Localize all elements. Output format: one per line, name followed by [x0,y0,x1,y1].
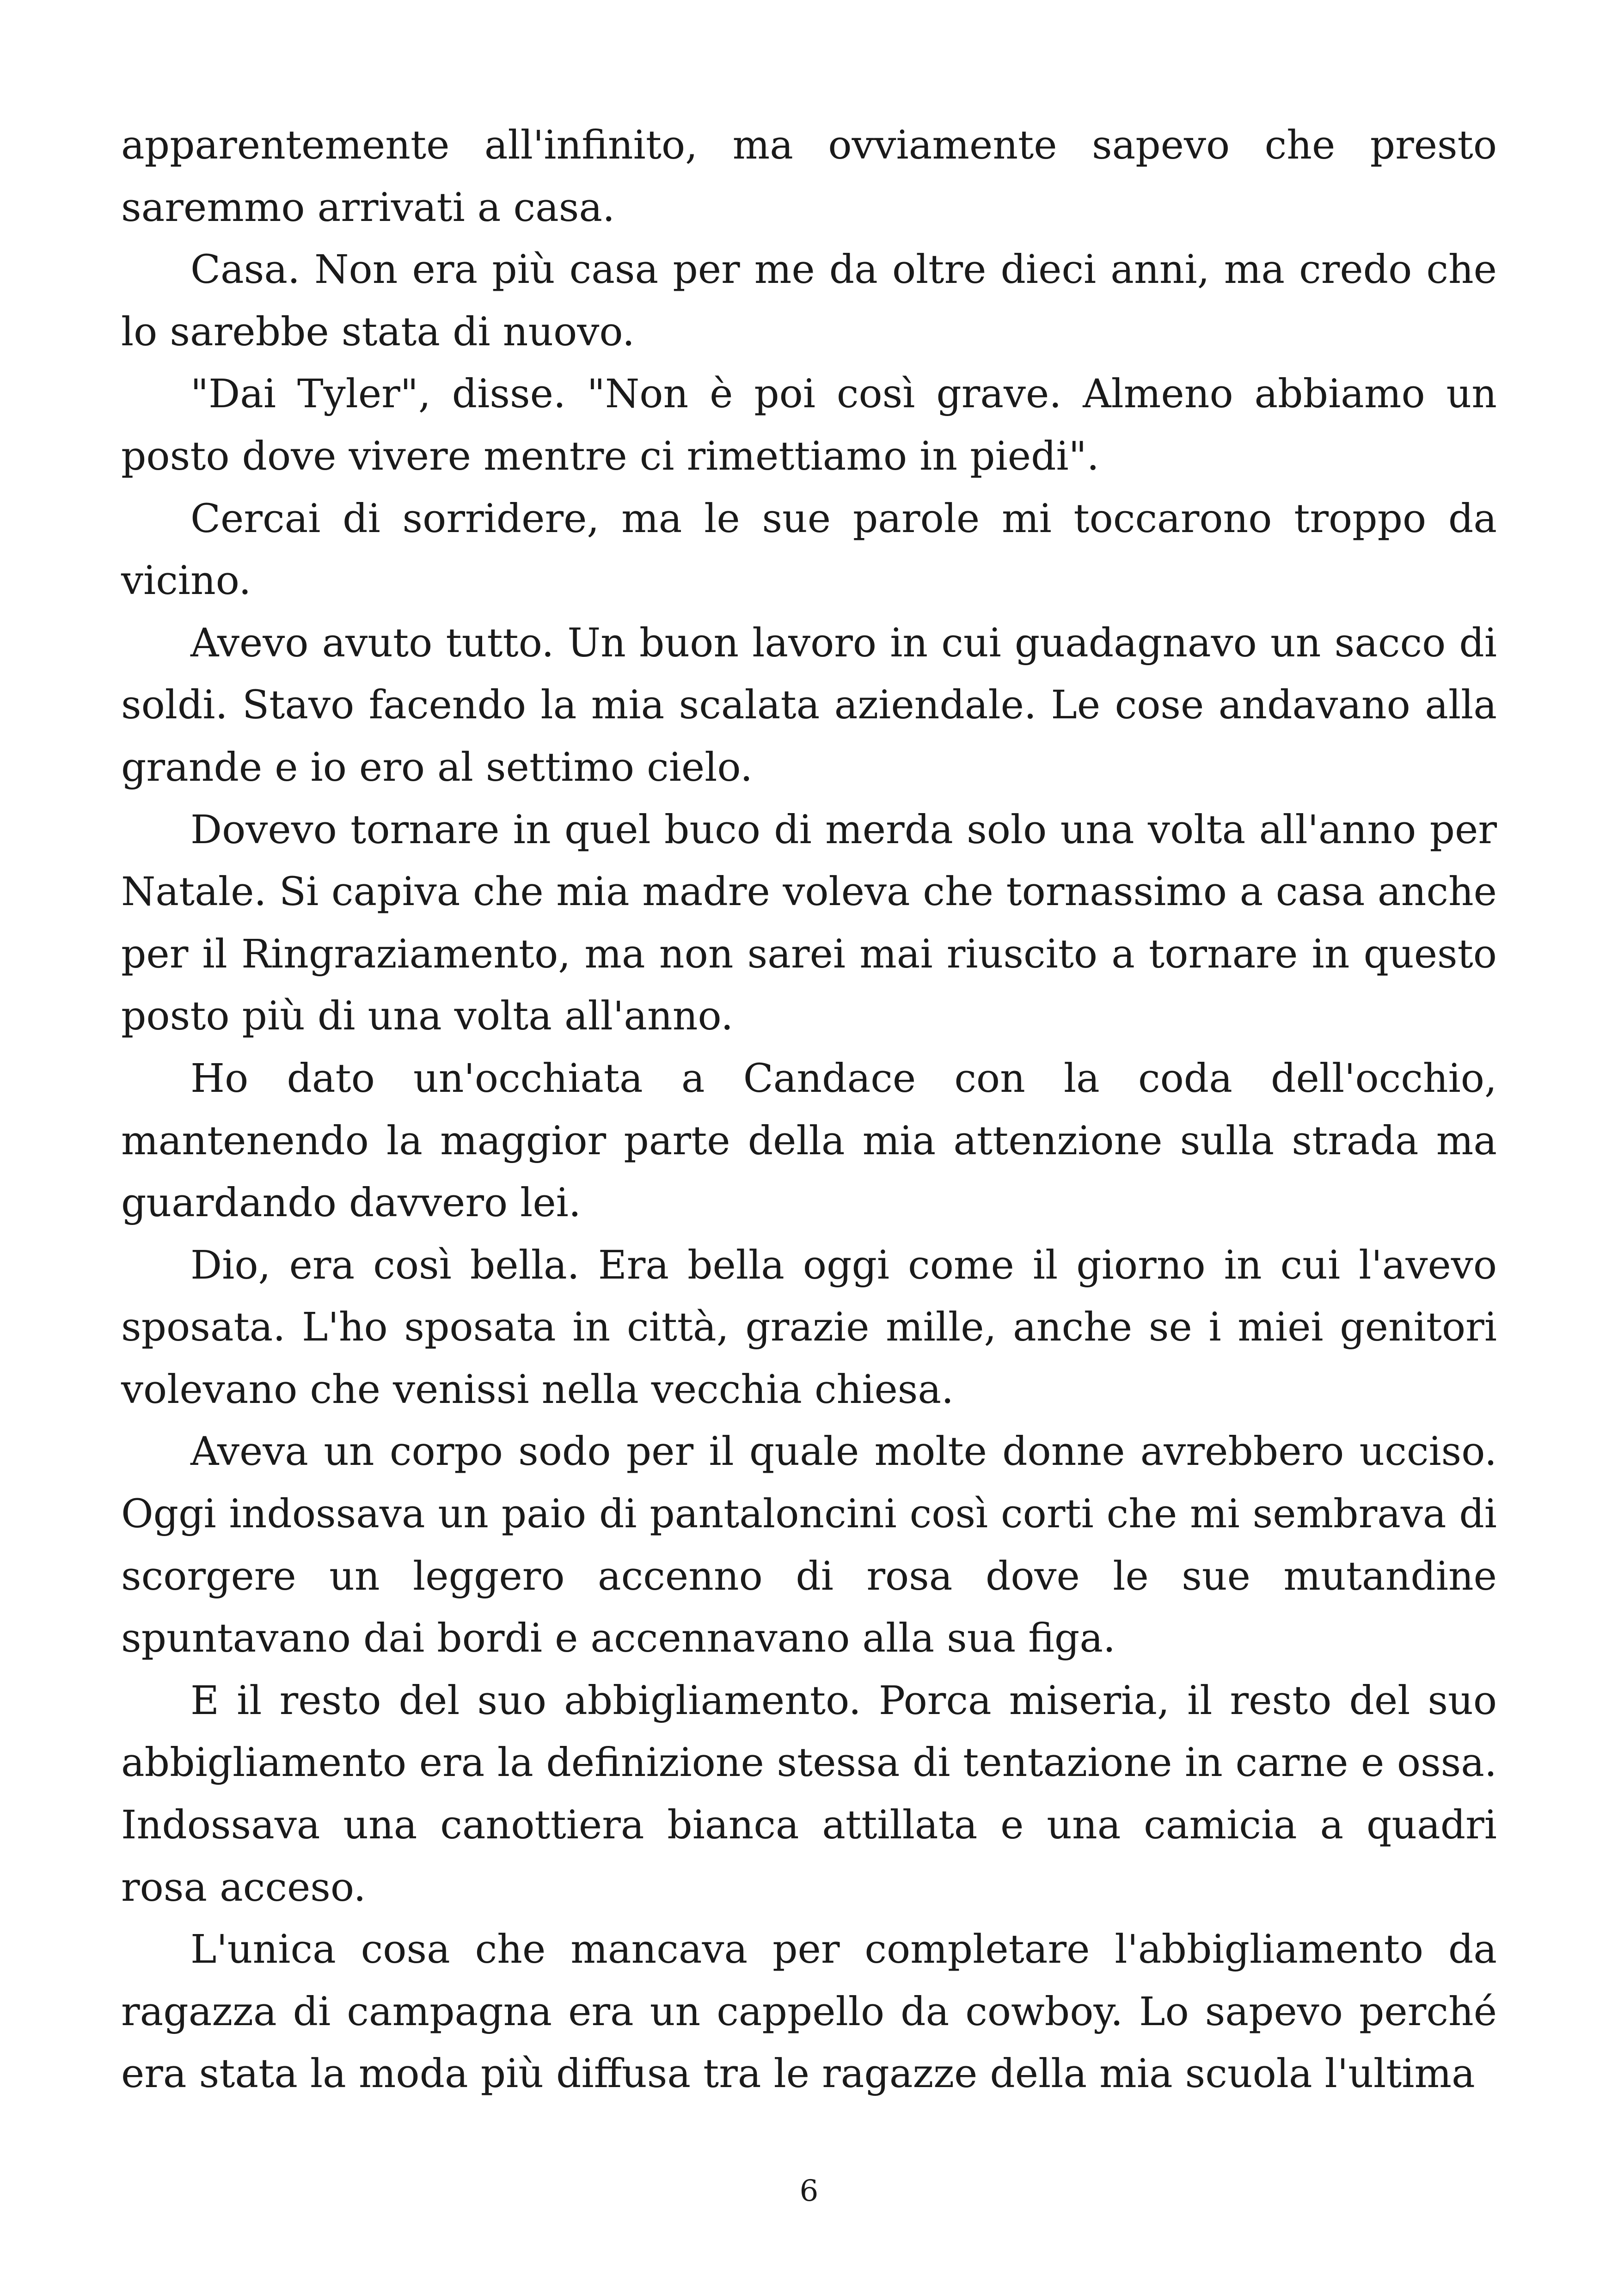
paragraph: L'unica cosa che mancava per completare l'abbigliamento da ragazza di campagna era un cappello da cowboy. Lo sapevo perché era stata la moda più diffusa tra le ragazze della mia scuola l'ultima [121,1927,1497,2097]
paragraph: apparentemente all'infinito, ma ovviamente sapevo che presto saremmo arrivati a casa. [121,122,1497,231]
paragraph: Cercai di sorridere, ma le sue parole mi toccarono troppo da vicino. [121,496,1497,604]
paragraph: "Dai Tyler", disse. "Non è poi così grave. Almeno abbiamo un posto dove vivere mentre ci rimettiamo in piedi". [121,371,1497,479]
paragraph: E il resto del suo abbigliamento. Porca miseria, il resto del suo abbigliamento era la definizione stessa di tentazione in carne e ossa. Indossava una canottiera bianca attillata e una camicia a quadri rosa acceso. [121,1678,1497,1910]
paragraph: Dio, era così bella. Era bella oggi come il giorno in cui l'avevo sposata. L'ho sposata in città, grazie mille, anche se i miei genitori volevano che venissi nella vecchia chiesa. [121,1242,1497,1413]
page-number: 6 [799,2174,819,2208]
paragraph: Avevo avuto tutto. Un buon lavoro in cui guadagnavo un sacco di soldi. Stavo facendo la mia scalata aziendale. Le cose andavano alla grande e io ero al settimo cielo. [121,620,1497,790]
paragraph: Aveva un corpo sodo per il quale molte donne avrebbero ucciso. Oggi indossava un paio di pantaloncini così corti che mi sembrava di scorgere un leggero accenno di rosa dove le sue mutandine spuntavano dai bordi e accennavano alla sua figa. [121,1429,1497,1662]
paragraph: Ho dato un'occhiata a Candace con la coda dell'occhio, mantenendo la maggior parte della mia attenzione sulla strada ma guardando davvero lei. [121,1055,1497,1226]
paragraph: Casa. Non era più casa per me da oltre dieci anni, ma credo che lo sarebbe stata di nuovo. [121,247,1497,355]
body-text [121,115,1497,2106]
paragraph: Dovevo tornare in quel buco di merda solo una volta all'anno per Natale. Si capiva che mia madre voleva che tornassimo a casa anche per il Ringraziamento, ma non sarei mai riuscito a tornare in questo posto più di una volta all'anno. [121,807,1497,1040]
